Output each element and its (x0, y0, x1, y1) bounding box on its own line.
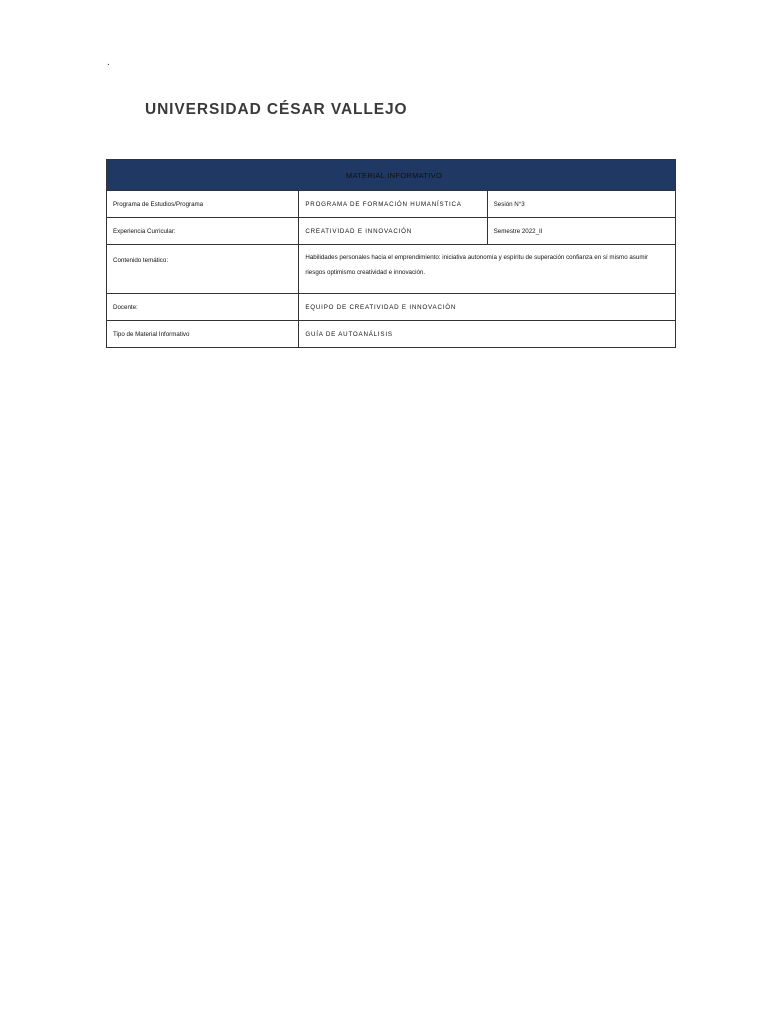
row-label: Contenido temático: (107, 245, 299, 294)
row-label: Tipo de Material Informativo (107, 321, 299, 348)
row-extra: Sesión N°3 (487, 191, 675, 218)
university-logo (137, 93, 408, 127)
row-extra: Semestre 2022_II (487, 218, 675, 245)
row-value: CREATIVIDAD E INNOVACIÓN (299, 218, 487, 245)
row-value: GUÍA DE AUTOANÁLISIS (299, 321, 676, 348)
material-info-table (106, 159, 676, 348)
table-row-docente (107, 294, 676, 321)
table-row-tipo (107, 321, 676, 348)
table-row-experiencia (107, 218, 676, 245)
row-value: EQUIPO DE CREATIVIDAD E INNOVACIÓN (299, 294, 676, 321)
table-header-row (107, 160, 676, 191)
row-label: Programa de Estudios/Programa (107, 191, 299, 218)
row-value: PROGRAMA DE FORMACIÓN HUMANÍSTICA (299, 191, 487, 218)
university-name: UNIVERSIDAD CÉSAR VALLEJO (145, 101, 408, 118)
row-label: Experiencia Curricular: (107, 218, 299, 245)
table-row-contenido (107, 245, 676, 294)
page-dot: . (107, 57, 110, 68)
row-value: Habilidades personales hacia el emprendimiento: iniciativa autonomía y espíritu de superación confianza en sí mismo asumir riesgos optimismo creatividad e innovación. (299, 245, 676, 294)
table-row-programa (107, 191, 676, 218)
row-label: Docente: (107, 294, 299, 321)
table-header: MATERIAL INFORMATIVO (107, 160, 676, 191)
